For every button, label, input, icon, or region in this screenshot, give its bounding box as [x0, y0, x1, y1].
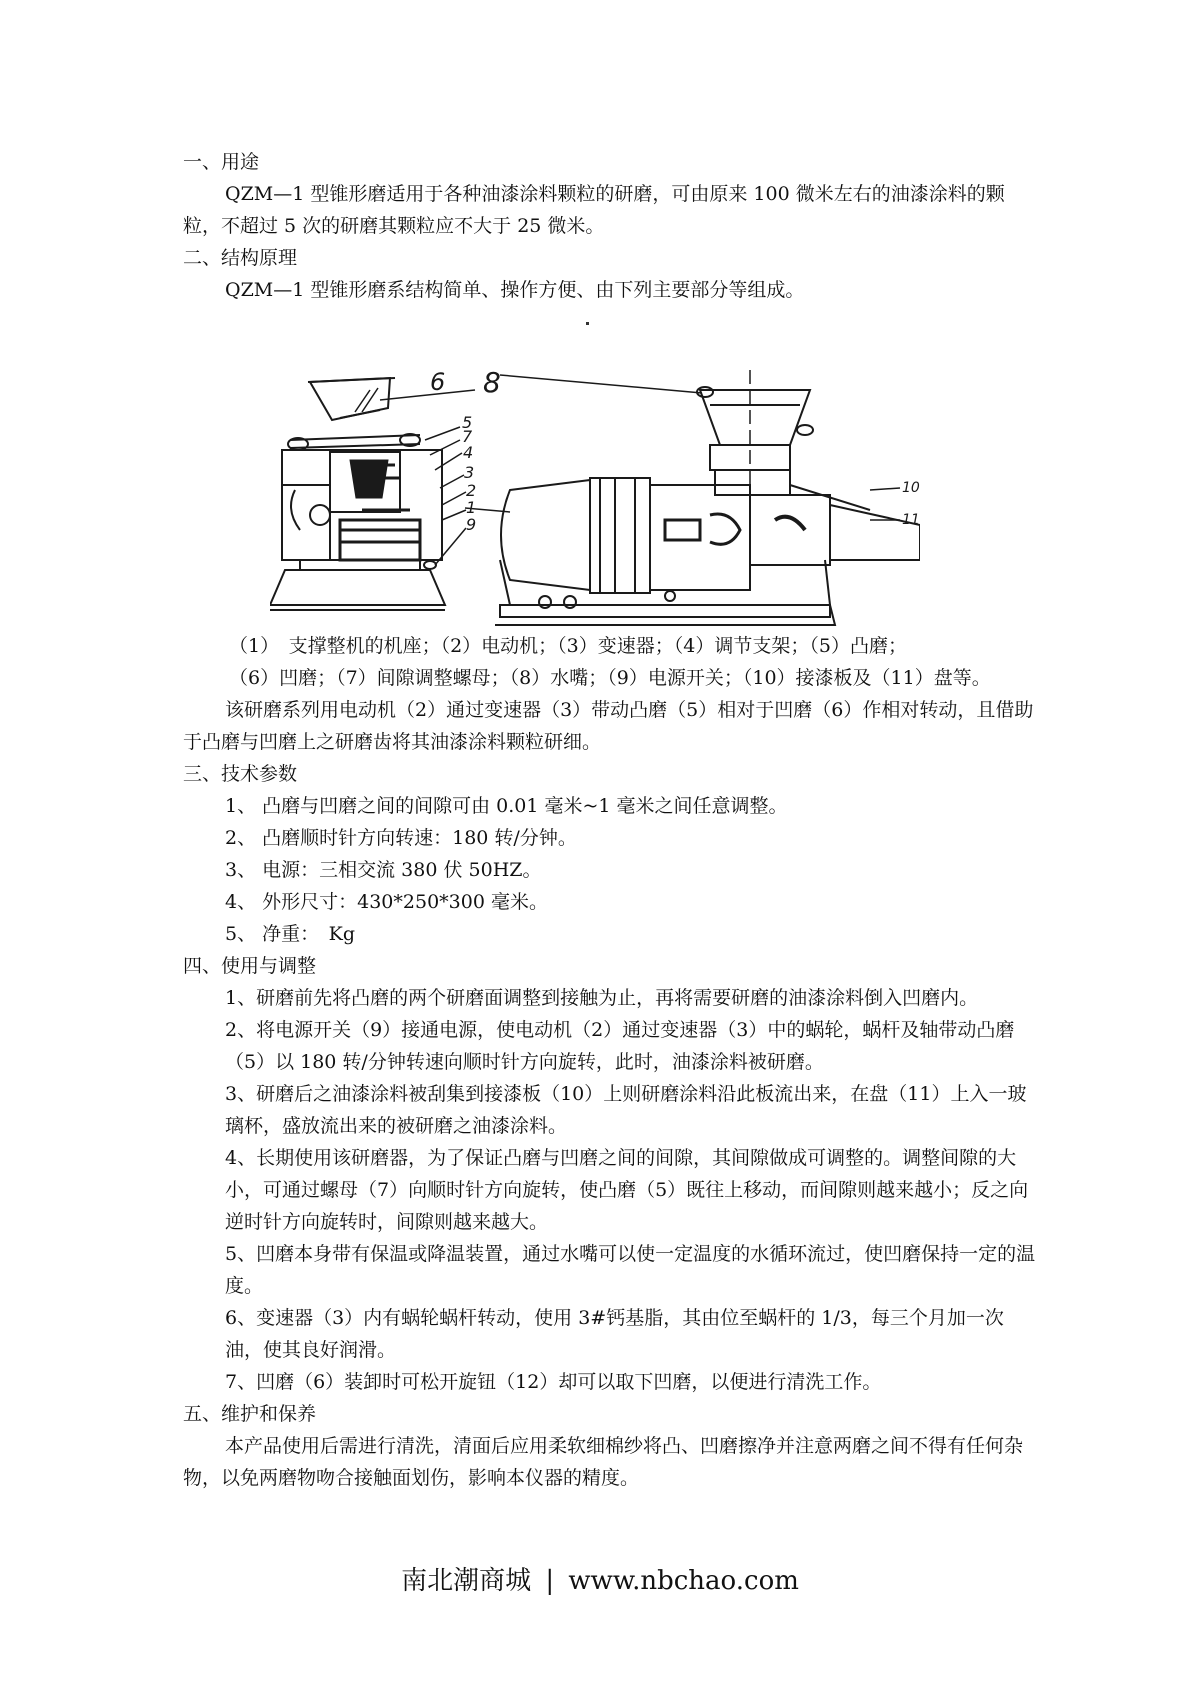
- footer-separator: |: [545, 1566, 555, 1596]
- usage-item: 1、研磨前先将凸磨的两个研磨面调整到接触为止，再将需要研磨的油漆涂料倒入凹磨内。: [225, 987, 979, 1009]
- figure-label-7: 7: [462, 427, 473, 446]
- param-item: 3、 电源：三相交流 380 伏 50HZ。: [225, 859, 542, 881]
- figure-label-10: 10: [902, 480, 920, 496]
- figure-label-1: 1: [466, 498, 477, 517]
- figure-label-5: 5: [462, 413, 473, 432]
- structure-intro: QZM—1 型锥形磨系结构简单、操作方便、由下列主要部分等组成。: [225, 279, 805, 301]
- motor-body: [501, 480, 590, 590]
- figure-label-9: 9: [466, 515, 477, 534]
- section-heading-maintenance: 五、维护和保养: [183, 1403, 317, 1425]
- figure-label-11: 11: [902, 512, 920, 528]
- usage-item: 6、变速器（3）内有蜗轮蜗杆转动，使用 3#钙基脂，其由位至蜗杆的 1/3，每三个月加一次油，使其良好润滑。: [225, 1307, 1004, 1361]
- left-base: [270, 570, 445, 605]
- section-heading-params: 三、技术参数: [183, 763, 298, 785]
- section-heading-structure: 二、结构原理: [183, 247, 298, 269]
- figure-label-2: 2: [466, 481, 477, 500]
- usage-paragraph: QZM—1 型锥形磨适用于各种油漆涂料颗粒的研磨，可由原来 100 微米左右的油漆涂料的颗粒，不超过 5 次的研磨其颗粒应不大于 25 微米。: [183, 183, 1005, 237]
- figure-caption-line1: （1） 支撑整机的机座；（2）电动机；（3）变速器；（4）调节支架；（5）凸磨；: [229, 635, 907, 657]
- right-hopper: [700, 390, 810, 445]
- usage-item: 4、长期使用该研磨器，为了保证凸磨与凹磨之间的间隙，其间隙做成可调整的。调整间隙的大小，可通过螺母（7）向顺时针方向旋转，使凸磨（5）既往上移动，而间隙则越来越小；反之向逆时针方向旋转时，间隙则越来越大。: [225, 1147, 1029, 1233]
- figure-label-6: 6: [430, 370, 446, 396]
- figure-label-8: 8: [483, 370, 501, 399]
- param-item: 2、 凸磨顺时针方向转速：180 转/分钟。: [225, 827, 577, 849]
- section-heading-usage: 一、用途: [183, 151, 260, 173]
- param-item: 5、 净重： Kg: [225, 923, 355, 945]
- usage-item: 2、将电源开关（9）接通电源，使电动机（2）通过变速器（3）中的蜗轮，蜗杆及轴带动凸磨（5）以 180 转/分钟转速向顺时针方向旋转，此时，油漆涂料被研磨。: [225, 1019, 1015, 1073]
- maintenance-paragraph: 本产品使用后需进行清洗，清面后应用柔软细棉纱将凸、凹磨擦净并注意两磨之间不得有任何杂物，以免两磨物吻合接触面划伤，影响本仪器的精度。: [183, 1435, 1024, 1489]
- usage-item: 3、研磨后之油漆涂料被刮集到接漆板（10）上则研磨涂料沿此板流出来，在盘（11）上入一玻璃杯，盛放流出来的被研磨之油漆涂料。: [225, 1083, 1027, 1137]
- param-item: 4、 外形尺寸：430*250*300 毫米。: [225, 891, 548, 913]
- figure-caption-line2: （6）凹磨；（7）间隙调整螺母；（8）水嘴；（9）电源开关；（10）接漆板及（11）盘等。: [229, 667, 991, 689]
- footer-brand: 南北潮商城: [401, 1566, 532, 1596]
- figure-label-3: 3: [464, 463, 475, 482]
- machine-diagram: [270, 370, 920, 640]
- structure-paragraph: 该研磨系列用电动机（2）通过变速器（3）带动凸磨（5）相对于凹磨（6）作相对转动，且借助于凸磨与凹磨上之研磨齿将其油漆涂料颗粒研细。: [183, 699, 1034, 753]
- figure-label-4: 4: [463, 443, 474, 462]
- left-hopper: [310, 378, 390, 420]
- usage-item: 5、凹磨本身带有保温或降温装置，通过水嘴可以使一定温度的水循环流过，使凹磨保持一定的温度。: [225, 1243, 1036, 1297]
- section-heading-usage-adjust: 四、使用与调整: [183, 955, 317, 977]
- speck: [586, 322, 589, 325]
- footer: [0, 1563, 1200, 1599]
- param-item: 1、 凸磨与凹磨之间的间隙可由 0.01 毫米~1 毫米之间任意调整。: [225, 795, 788, 817]
- usage-item: 7、凹磨（6）装卸时可松开旋钮（12）却可以取下凹磨，以便进行清洗工作。: [225, 1371, 882, 1393]
- footer-url[interactable]: www.nbchao.com: [568, 1566, 799, 1596]
